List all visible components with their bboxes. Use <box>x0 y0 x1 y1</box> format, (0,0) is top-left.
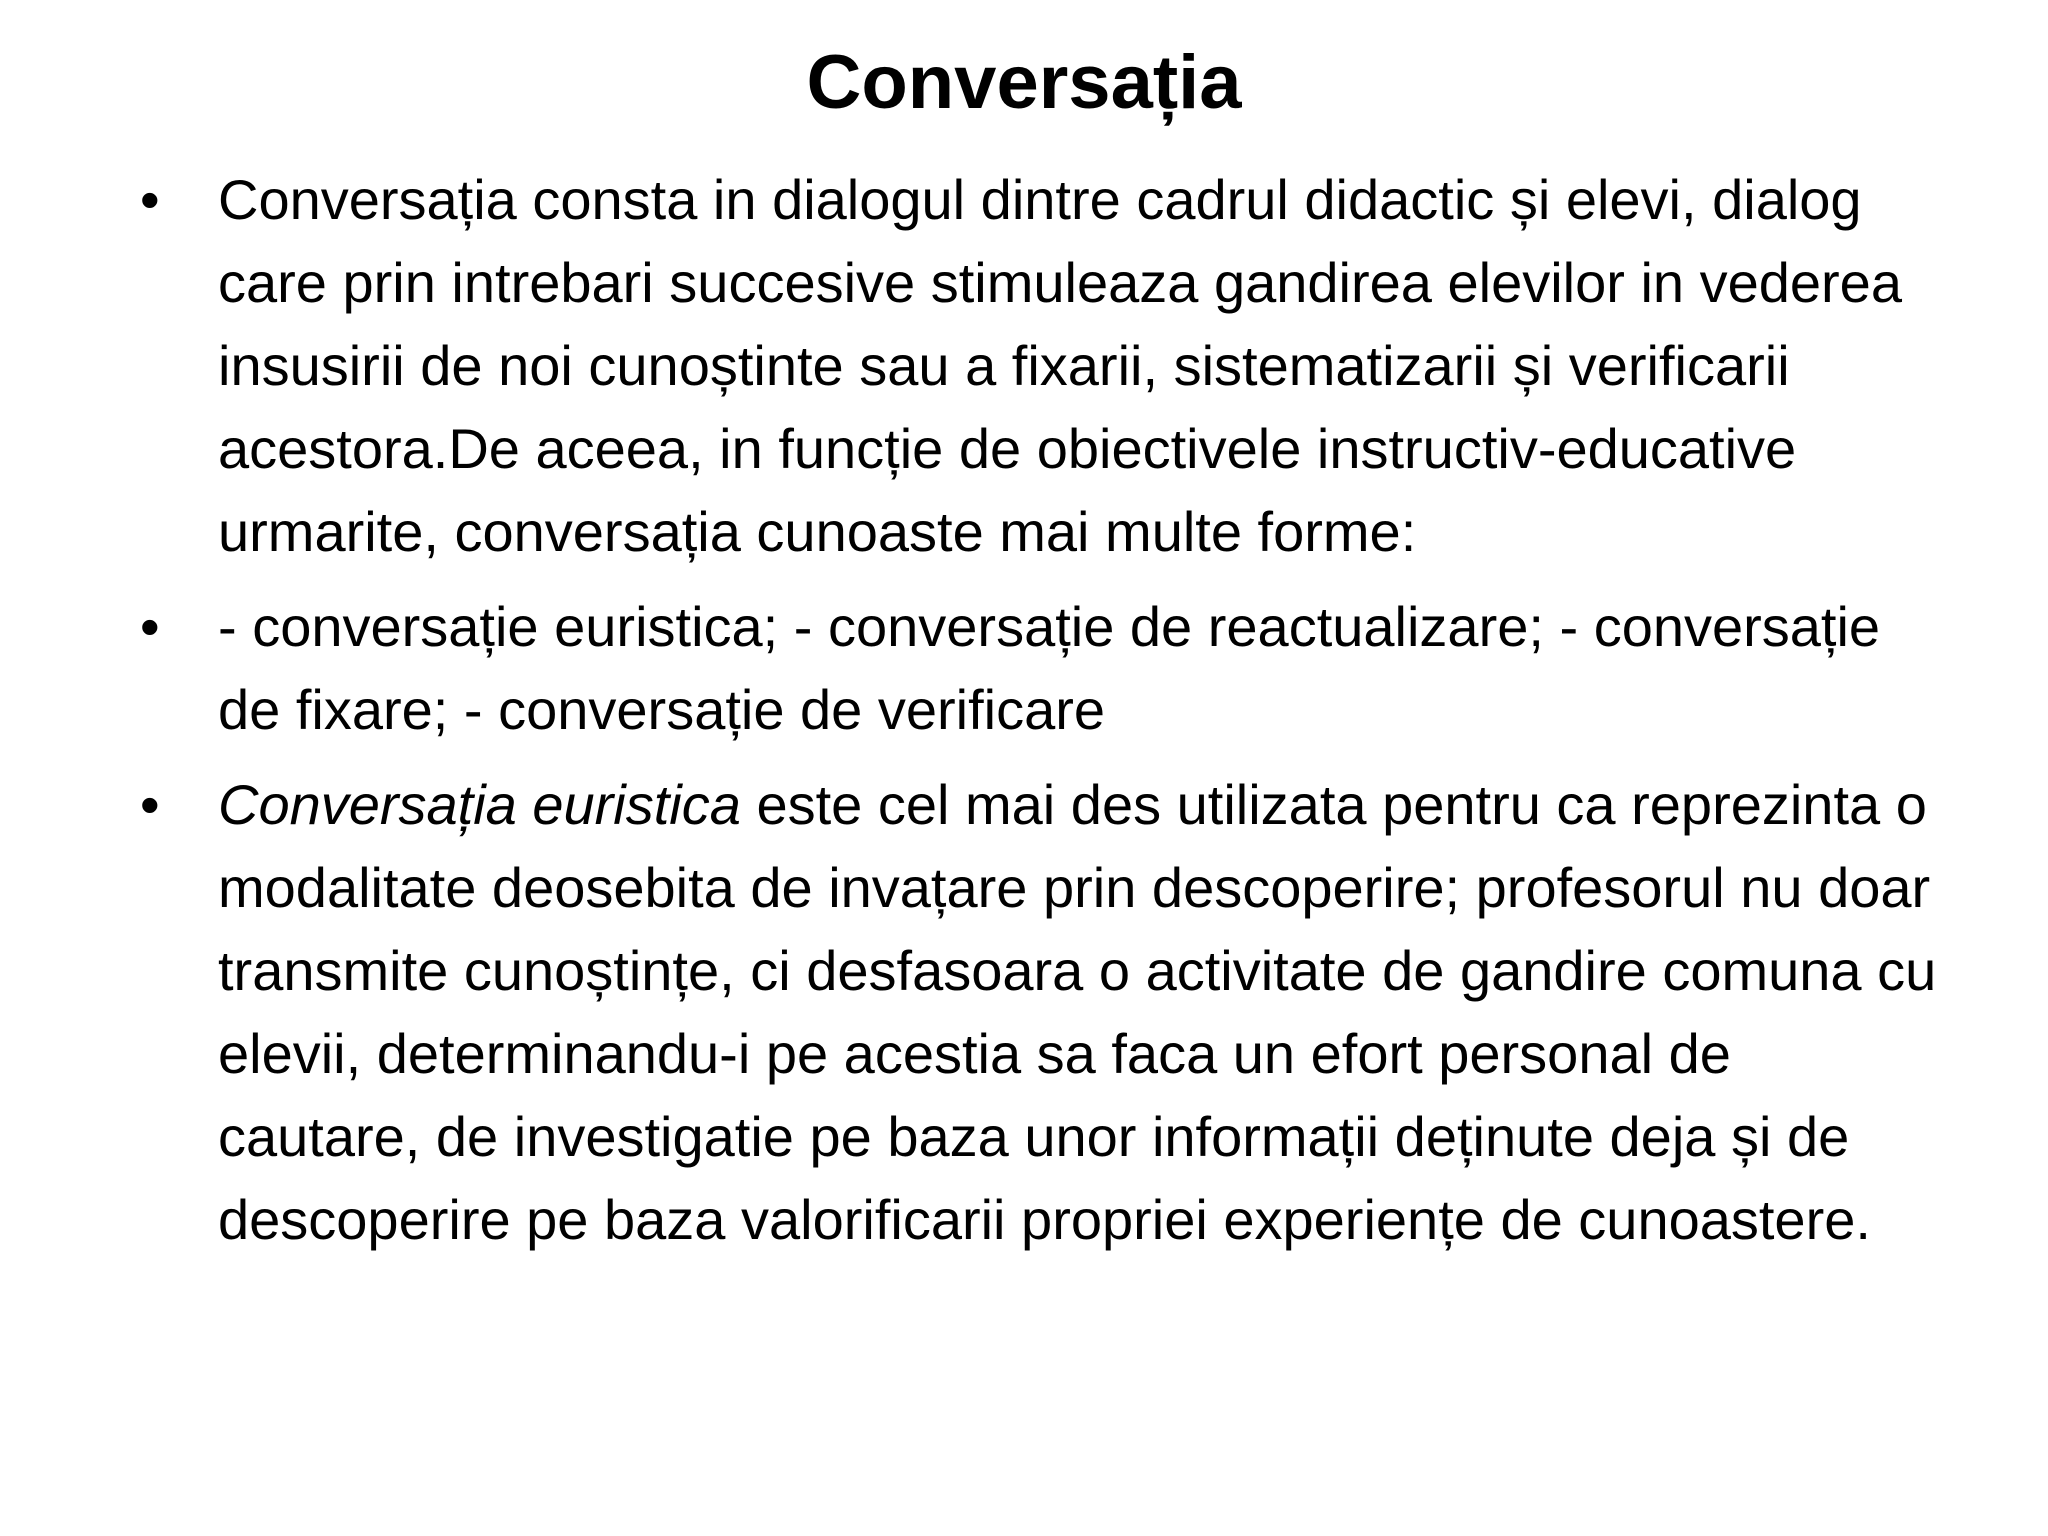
bullet-item-euristic <box>140 763 1940 1261</box>
slide-title: Conversația <box>806 40 1242 125</box>
bullet-item-forms <box>140 585 1940 751</box>
bullet-text: - conversație euristica; - conversație de reactualizare; - conversație de fixare; - conversație de verificare <box>218 595 1881 741</box>
bullet-list <box>140 158 1940 1273</box>
bullet-dot-icon: • <box>140 168 160 231</box>
bullet-dot-icon: • <box>140 773 160 836</box>
bullet-dot-icon: • <box>140 595 160 658</box>
bullet-text: Conversația consta in dialogul dintre cadrul didactic și elevi, dialog care prin intrebari succesive stimuleaza gandirea elevilor in vederea insusirii de noi cunoștinte sau a fixarii, sistematizarii și verificarii acestora.De aceea, in funcție de obiectivele instructiv-educative urmarite, conversația cunoaste mai multe forme: <box>218 168 1902 563</box>
bullet-italic-lead: Conversația euristica <box>218 773 741 836</box>
bullet-text: este cel mai des utilizata pentru ca reprezinta o modalitate deosebita de invațare prin descoperire; profesorul nu doar transmite cunoștințe, ci desfasoara o activitate de gandire comuna cu elevii, determinandu-i pe acestia sa faca un efort personal de cautare, de investigatie pe baza unor informații deținute deja și de descoperire pe baza valorificarii propriei experiențe de cunoastere. <box>218 773 1937 1251</box>
bullet-item-definition <box>140 158 1940 573</box>
